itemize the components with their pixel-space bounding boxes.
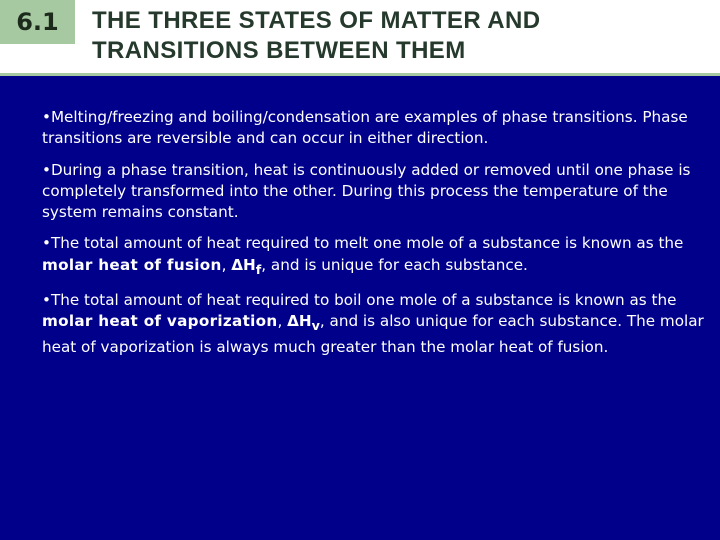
bullet-list — [42, 107, 714, 368]
bullet-text: •Melting/freezing and boiling/condensation are examples of phase transitions. Phase transitions are reversible and can occur in either direction. — [42, 108, 688, 148]
slide-body — [0, 76, 720, 540]
vaporization-subscript: v — [311, 318, 320, 334]
title-line-1: THE THREE STATES OF MATTER AND — [92, 7, 541, 34]
slide-title — [92, 6, 712, 66]
delta-h-symbol: ΔH — [231, 255, 256, 274]
bullet-text: •During a phase transition, heat is continuously added or removed until one phase is completely transformed into the other. During this process the temperature of the system remains constant. — [42, 160, 691, 222]
section-number: 6.1 — [16, 8, 59, 36]
bullet-heat-of-vaporization — [42, 290, 714, 358]
bullet-heat-of-fusion — [42, 233, 714, 280]
fusion-subscript: f — [255, 261, 262, 277]
bullet-comma: , — [221, 255, 232, 274]
term-molar-heat-of-vaporization: molar heat of vaporization — [42, 312, 278, 331]
section-badge — [0, 0, 75, 44]
title-line-2: TRANSITIONS BETWEEN THEM — [92, 37, 466, 64]
bullet-constant-temperature — [42, 160, 714, 224]
bullet-text: , and is unique for each substance. — [261, 255, 528, 274]
bullet-phase-transitions — [42, 107, 714, 150]
bullet-text: •The total amount of heat required to boil one mole of a substance is known as the — [42, 291, 677, 310]
bullet-comma: , — [277, 312, 288, 331]
bullet-text: •The total amount of heat required to melt one mole of a substance is known as the — [42, 234, 684, 253]
slide-header — [0, 0, 720, 76]
bullet-text: , and is also unique for each substance. The molar heat of vaporization is always much greater than the molar heat of fusion. — [42, 312, 704, 356]
term-molar-heat-of-fusion: molar heat of fusion — [42, 255, 222, 274]
delta-h-symbol: ΔH — [287, 312, 312, 331]
